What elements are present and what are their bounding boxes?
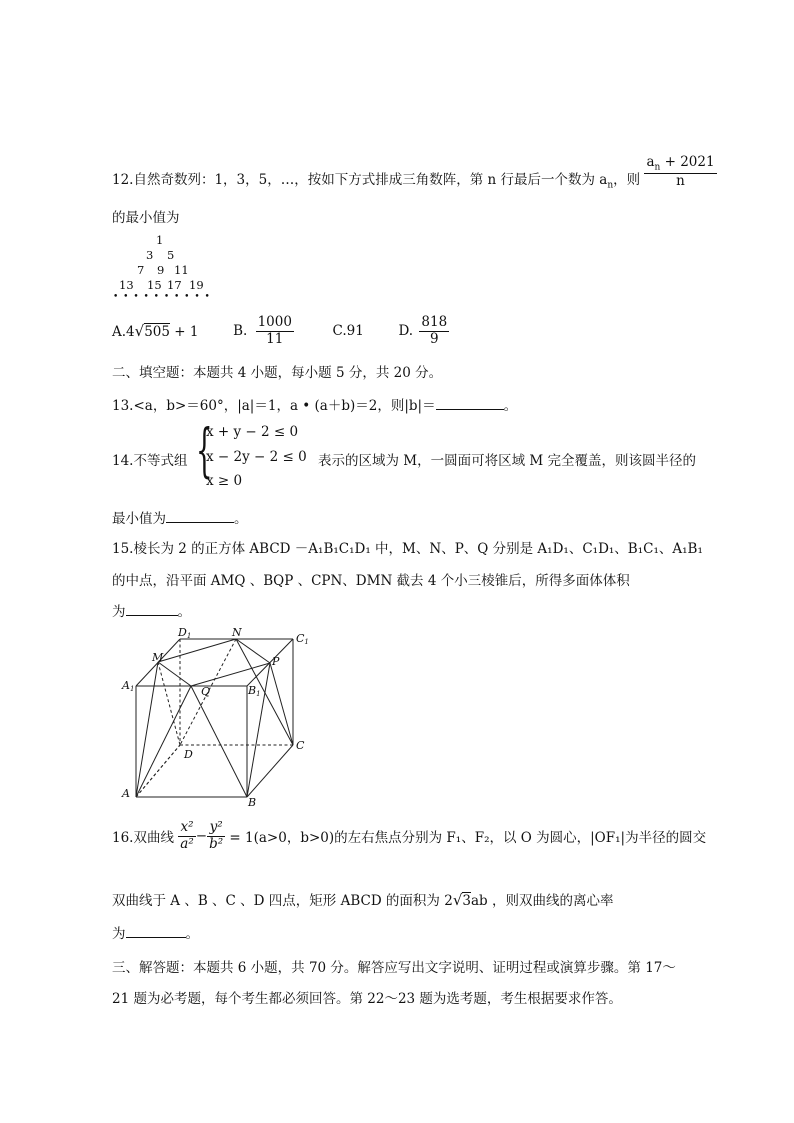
triangle-cell: 5 — [167, 248, 175, 262]
q12-line2: 的最小值为 — [112, 210, 180, 226]
q14-brace: { — [196, 416, 213, 484]
line-bq — [191, 686, 247, 797]
option-a: A.4√505 + 1 — [112, 322, 199, 341]
triangle-cell: 7 — [137, 263, 145, 277]
q14-ineq-1: x + y − 2 ≤ 0 — [206, 424, 299, 440]
q16-frac-x: $\frac{\text{x²}}{\text{a²}}$ — [180, 819, 194, 852]
option-c: C.91 — [332, 323, 364, 340]
line-np — [236, 639, 270, 663]
triangle-cell: 9 — [157, 263, 165, 277]
label-m: M — [152, 651, 164, 664]
option-d-label: D. — [398, 323, 414, 340]
label-p: P — [272, 655, 280, 668]
option-d-fraction: $\frac{818}{9}$ — [421, 314, 448, 347]
label-a: A — [122, 787, 130, 800]
option-b-fraction: $\frac{1000}{11}$ — [257, 314, 292, 347]
q13-answer-blank[interactable] — [436, 396, 504, 411]
triangle-cell: 1 — [156, 233, 164, 247]
label-d1: D1 — [178, 626, 192, 640]
q14-ineq-3: x ≥ 0 — [206, 473, 243, 489]
q14-middle: 表示的区域为 M，一圆面可将区域 M 完全覆盖，则该圆半径的 — [318, 453, 697, 469]
q14-answer-blank[interactable] — [166, 509, 234, 524]
q14-ineq-2: x − 2y − 2 ≤ 0 — [206, 449, 307, 465]
q15-line3: 为 。 — [112, 600, 191, 620]
triangle-cell: 17 — [167, 278, 182, 292]
q12-options — [112, 315, 449, 347]
section2-heading: 二、填空题：本题共 4 小题，每小题 5 分，共 20 分。 — [112, 365, 443, 381]
q15-line1: 15.棱长为 2 的正方体 ABCD －A₁B₁C₁D₁ 中，M、N、P、Q 分别是 A₁D₁、C₁D₁、B₁C₁、A₁B₁ — [112, 541, 703, 557]
triangle-cell: 3 — [146, 248, 154, 262]
q15-answer-blank[interactable] — [126, 602, 178, 617]
triangle-cell: 15 — [147, 278, 162, 292]
label-a1: A1 — [122, 679, 135, 693]
label-n: N — [232, 626, 242, 639]
option-a-radicand: 505 — [144, 324, 170, 341]
triangle-cell: 13 — [119, 278, 134, 292]
q16-answer-blank[interactable] — [126, 924, 186, 939]
option-b-label: B. — [233, 323, 248, 340]
label-b: B — [248, 796, 257, 807]
q16-line1: 16.双曲线 $\frac{\text{x²}}{\text{a²}}$ − $\frac{\text{y²}}{\text{b²}}$ = 1(a>0，b>0)的左右焦点分别为 F₁、F₂，以 O 为圆心，|OF₁|为半径的圆交 — [112, 819, 707, 852]
q14-line2: 最小值为 。 — [112, 507, 248, 527]
cube-figure — [118, 625, 314, 807]
triangle-cell: 19 — [189, 278, 204, 292]
label-q: Q — [201, 685, 211, 698]
q12-frac-num: $a_n + 2021$ — [646, 154, 715, 173]
line-mq — [158, 662, 191, 686]
q16-after: = 1(a>0，b>0)的左右焦点分别为 F₁、F₂，以 O 为圆心，|OF₁|为半径的圆交 — [229, 830, 707, 847]
q12-frac-den: n — [676, 173, 685, 190]
q16-frac-y: $\frac{\text{y²}}{\text{b²}}$ — [209, 819, 224, 852]
q12-fraction — [644, 155, 716, 190]
label-c: C — [296, 739, 305, 752]
q12-sub-n: n — [607, 180, 614, 191]
q16-line3: 为 。 — [112, 922, 199, 942]
q13-end: 。 — [503, 398, 518, 414]
q12-stem-mid: ，则 — [613, 172, 641, 188]
q16-line2: 双曲线于 A 、B 、C 、D 四点，矩形 ABCD 的面积为 2√3ab ，则双曲线的离心率 — [112, 891, 614, 909]
label-b1: B1 — [248, 684, 261, 698]
q12-stem-text: 12.自然奇数列：1，3，5，…，按如下方式排成三角数阵，第 n 行最后一个数为 a — [112, 172, 608, 188]
section3-line2: 21 题为必考题，每个考生都必须回答。第 22～23 题为选考题，考生根据要求作答。 — [112, 991, 622, 1007]
q13 — [112, 394, 517, 414]
line-cp — [270, 663, 293, 745]
label-c1: C1 — [296, 632, 309, 646]
line-cn — [236, 639, 293, 745]
line-dm-hidden — [158, 662, 180, 745]
q15-line2: 的中点，沿平面 AMQ 、BQP 、CPN、DMN 截去 4 个小三棱锥后，所得多面体体积 — [112, 573, 630, 589]
triangle-dots: • • • • • • • • • • — [113, 292, 211, 302]
label-d: D — [184, 748, 193, 761]
triangle-cell: 11 — [174, 263, 189, 277]
edge-bc — [247, 745, 293, 797]
q12-stem — [112, 154, 717, 191]
q13-text: 13.<a，b>＝60°，|a|＝1，a • (a＋b)＝2，则|b|＝ — [112, 398, 436, 414]
line-aq — [136, 686, 191, 797]
q14-prefix: 14.不等式组 — [112, 453, 188, 469]
section3-line1: 三、解答题：本题共 6 小题，共 70 分。解答应写出文字说明、证明过程或演算步骤。第 17～ — [112, 960, 676, 976]
